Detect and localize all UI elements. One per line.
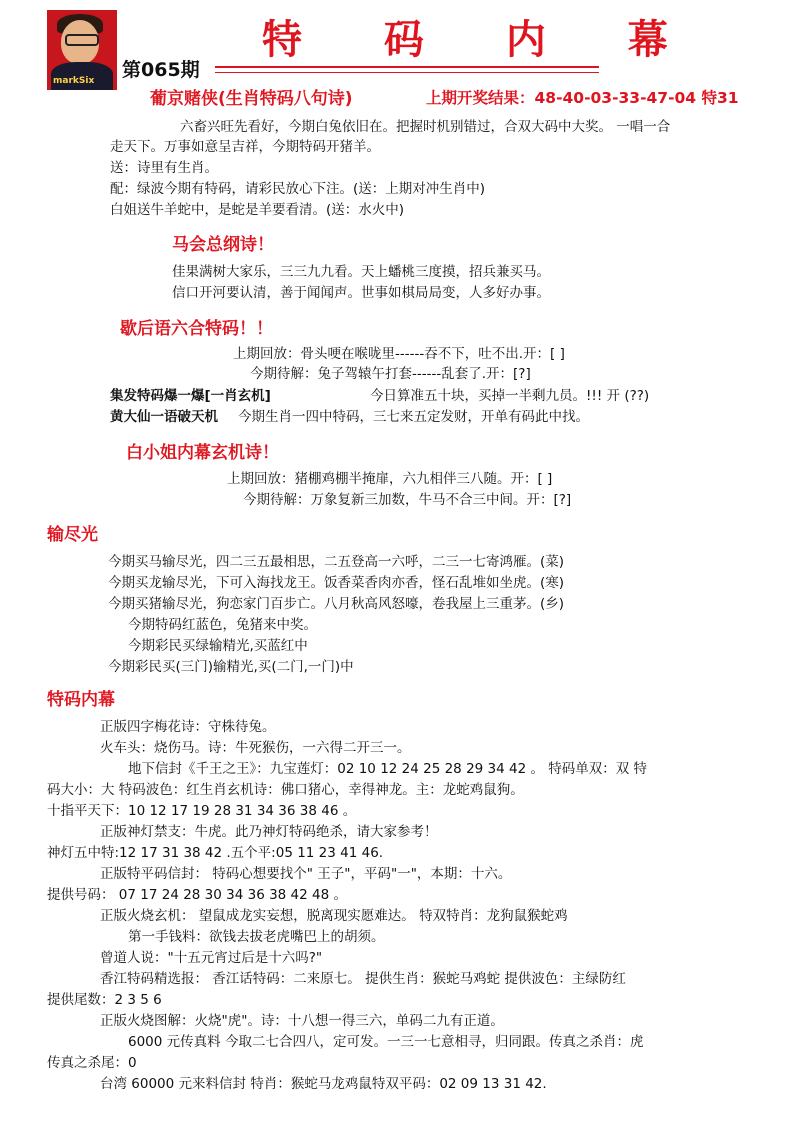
inside-info-line: 火车头：烧伤马。诗：牛死猴伤，一六得二开三一。 [100, 740, 411, 756]
inside-info-line: 提供号码： 07 17 24 28 30 34 36 38 42 48 。 [47, 887, 347, 903]
poem-line: 配：绿波今期有特码，请彩民放心下注。(送：上期对冲生肖中) [110, 181, 486, 197]
last-draw-result: 上期开奖结果：48-40-03-33-47-04 特31 [426, 89, 739, 107]
subtitle-poem-title: 葡京赌侠(生肖特码八句诗) [150, 89, 353, 109]
inside-info-line: 正版火烧玄机： 望鼠成龙实妄想，脱离现实愿难达。 特双特肖：龙狗鼠猴蛇鸡 [100, 908, 568, 924]
issue-number: 第065期 [122, 59, 200, 81]
page-title: 特 码 内 幕 [262, 16, 702, 63]
inside-info-line: 提供尾数：2 3 5 6 [47, 992, 162, 1008]
poem-line: 走天下。万事如意呈吉祥，今期特码开猪羊。 [110, 139, 380, 155]
avatar-glasses [65, 34, 99, 46]
jockey-poem-line: 信口开河要认清，善于闻闻声。世事如棋局局变，人多好办事。 [172, 285, 550, 301]
one-zodiac-hint-text: 今日算准五十块，买掉一半剩九员。!!! 开 (??) [370, 388, 650, 404]
poem-line: 送：诗里有生肖。 [110, 160, 218, 176]
inside-info-line: 码大小：大 特码波色：红生肖玄机诗：佛口猪心，幸得神龙。主：龙蛇鸡鼠狗。 [47, 782, 524, 798]
lose-all-line: 今期买猪输尽光，狗恋家门百步亡。八月秋高风怒嚎，卷我屋上三重茅。(乡) [108, 596, 565, 612]
inside-info-line: 正版四字梅花诗：守株待兔。 [100, 719, 276, 735]
inside-info-line: 曾道人说："十五元宵过后是十六吗?" [100, 950, 323, 966]
section-heading-jockey-poem: 马会总纲诗！ [172, 235, 274, 255]
miss-bai-current: 今期待解：万象复新三加数，牛马不合三中间。开：[?] [243, 492, 572, 508]
inside-info-line: 神灯五中特:12 17 31 38 42 .五个平:05 11 23 41 46. [47, 845, 384, 861]
section-heading-lose-all: 输尽光 [47, 525, 98, 545]
one-zodiac-hint-title: 集发特码爆一爆[一肖玄机] [110, 388, 271, 404]
poem-line: 白姐送牛羊蛇中，是蛇是羊要看清。(送：水火中) [110, 202, 405, 218]
inside-info-line: 正版特平码信封： 特码心想要找个" 王子"，平码"一"，本期：十六。 [100, 866, 512, 882]
section-heading-inside-info: 特码内幕 [47, 690, 115, 710]
inside-info-line: 第一手钱料：欲钱去拔老虎嘴巴上的胡须。 [128, 929, 385, 945]
title-underline-thin [215, 72, 599, 73]
inside-info-line: 香江特码精选报： 香江话特码：二来原七。 提供生肖：猴蛇马鸡蛇 提供波色：主绿防红 [100, 971, 626, 987]
inside-info-line: 正版火烧图解：火烧"虎"。诗：十八想一得三六，单码二九有正道。 [100, 1013, 504, 1029]
section-heading-miss-bai: 白小姐内幕玄机诗！ [126, 443, 279, 463]
miss-bai-last-result: 上期回放：猪棚鸡棚半掩扉，六九相伴三八随。开：[ ] [227, 471, 553, 487]
wong-tai-sin-text: 今期生肖一四中特码，三七来五定发财，开单有码此中找。 [238, 409, 589, 425]
poem-line: 六畜兴旺先看好，今期白兔依旧在。把握时机别错过，合双大码中大奖。 一唱一合 [180, 119, 671, 135]
lose-all-line: 今期彩民买(三门)输精光,买(二门,一门)中 [108, 659, 354, 675]
inside-info-line: 十指平天下：10 12 17 19 28 31 34 36 38 46 。 [47, 803, 357, 819]
lose-all-line: 今期特码红蓝色，兔猪来中奖。 [128, 617, 317, 633]
author-avatar [47, 10, 117, 90]
inside-info-line: 传真之杀尾：0 [47, 1055, 137, 1071]
inside-info-line: 地下信封《千王之王》：九宝莲灯：02 10 12 24 25 28 29 34 42 。 特码单双：双 特 [128, 761, 648, 777]
proverb-current: 今期待解：兔子驾辕午打套------乱套了.开：[?] [250, 366, 531, 382]
proverb-last-result: 上期回放：骨头哽在喉咙里------吞不下，吐不出.开：[ ] [233, 346, 565, 362]
lose-all-line: 今期彩民买绿输精光,买蓝红中 [128, 638, 308, 654]
inside-info-line: 6000 元传真料 今取二七合四八，定可发。一三一七意相寻，归同跟。传真之杀肖：虎 [128, 1034, 644, 1050]
wong-tai-sin-title: 黄大仙一语破天机 [110, 409, 218, 425]
marksix-logo: markSix [53, 76, 95, 86]
lose-all-line: 今期买龙输尽光，下可入海找龙王。饭香菜香肉亦香，怪石乱堆如坐虎。(寒) [108, 575, 565, 591]
inside-info-line: 台湾 60000 元来料信封 特肖：猴蛇马龙鸡鼠特双平码：02 09 13 31 42. [100, 1076, 547, 1092]
title-underline [215, 66, 599, 68]
inside-info-line: 正版神灯禁支：牛虎。此乃神灯特码绝杀，请大家参考！ [100, 824, 438, 840]
lose-all-line: 今期买马输尽光，四二三五最相思，二五登高一六呼，二三一七寄鸿雁。(菜) [108, 554, 565, 570]
jockey-poem-line: 佳果满树大家乐，三三九九看。天上蟠桃三度摸，招兵兼买马。 [172, 264, 550, 280]
section-heading-proverb: 歇后语六合特码！！ [120, 319, 273, 339]
